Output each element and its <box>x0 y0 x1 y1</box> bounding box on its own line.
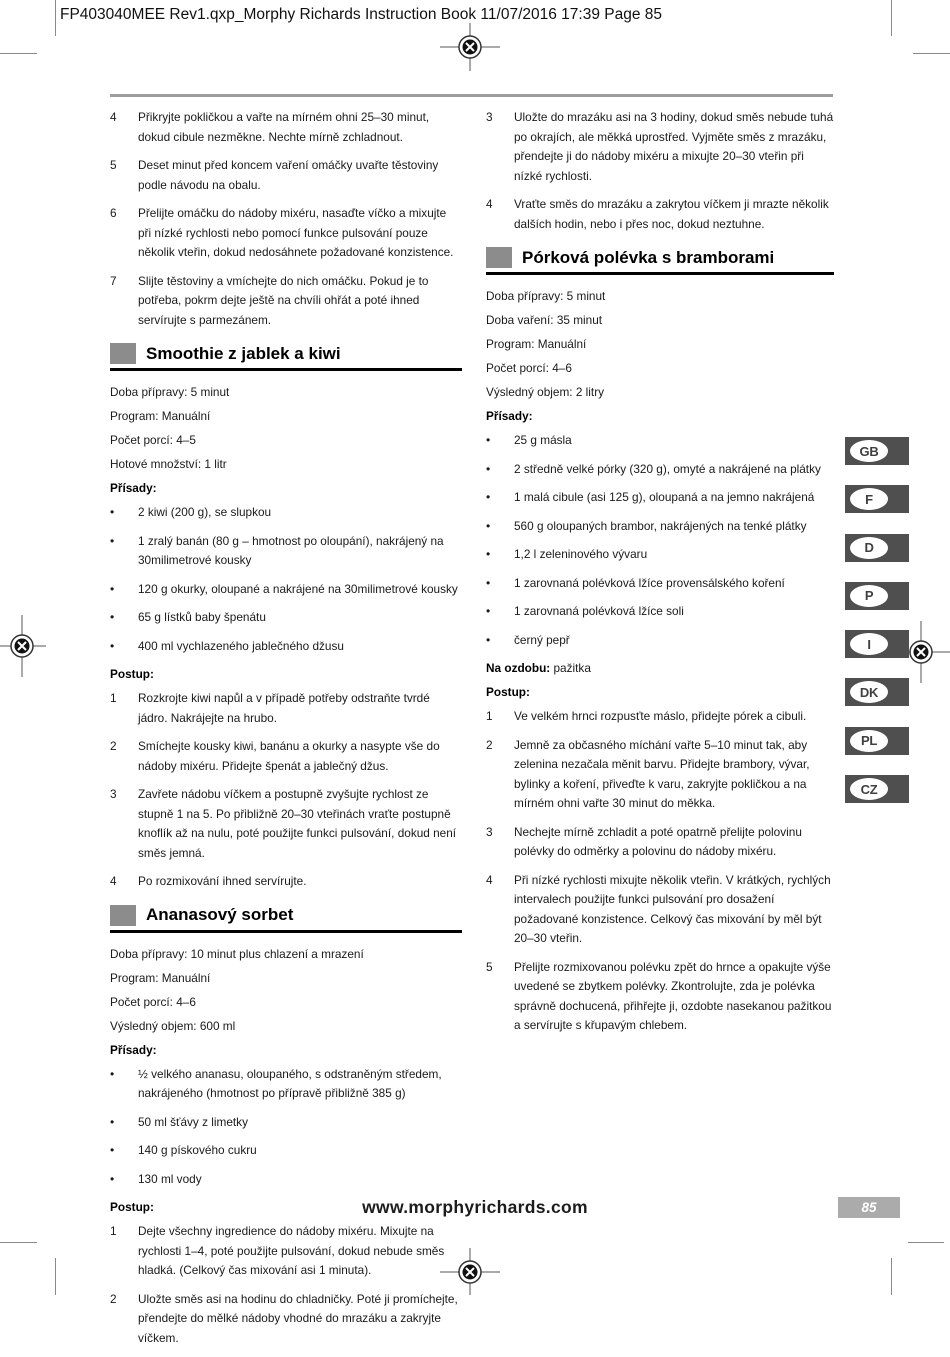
ingredient-item <box>110 1113 462 1133</box>
meta-line: Doba přípravy: 5 minut <box>110 385 230 399</box>
bullet-icon: • <box>486 518 491 533</box>
ingredient-item <box>486 631 834 651</box>
heading-square-icon <box>110 905 136 926</box>
step-number: 1 <box>486 709 493 723</box>
bullet-icon: • <box>110 610 115 624</box>
ingredients-list <box>110 1065 462 1190</box>
recipe-title: Ananasový sorbet <box>146 905 294 925</box>
step-text: Přelijte rozmixovanou polévku zpět do hrnce a opakujte výše uvedené se zbytkem polévky. Zkontrolujte, zda je polévka správně dochucená, přihřejte ji, ozdobte nasekanou pažitkou a servírujte s křupavým chlebem. <box>514 959 832 1032</box>
ingredient-text: černý pepř <box>514 632 570 647</box>
ingredient-item <box>110 503 462 523</box>
recipe-heading <box>110 343 462 371</box>
steps-list <box>110 689 462 892</box>
bullet-icon: • <box>110 1114 115 1129</box>
step-number: 1 <box>110 1224 117 1238</box>
step-number: 4 <box>486 872 493 887</box>
recipe-step <box>110 872 462 892</box>
ingredient-item <box>486 460 834 480</box>
recipe-step <box>486 195 834 234</box>
bullet-icon: • <box>486 461 491 476</box>
step-number: 5 <box>110 158 117 172</box>
ingredient-text: 1,2 l zeleninového vývaru <box>514 547 648 561</box>
bullet-icon: • <box>110 1171 115 1186</box>
ingredient-item <box>110 532 462 571</box>
language-tab-label: F <box>850 488 888 510</box>
step-number: 1 <box>110 691 117 705</box>
language-tab <box>845 678 909 706</box>
page-number-badge: 85 <box>838 1197 900 1218</box>
step-text: Rozkrojte kiwi napůl a v případě potřeby odstraňte tvrdé jádro. Nakrájejte na hrubo. <box>138 691 430 725</box>
step-text: Uložte směs asi na hodinu do chladničky. Poté ji promíchejte, přendejte do mělké nádoby vhodné do mrazáku a zakryjte víčkem. <box>138 1291 458 1345</box>
step-text: Přikryjte pokličkou a vařte na mírném ohni 25–30 minut, dokud cibule nezměkne. Nechte mírně zchladnout. <box>138 110 430 144</box>
ingredient-item <box>486 488 834 508</box>
ingredient-text: 1 zarovnaná polévková lžíce provensálského koření <box>514 575 785 590</box>
language-tab-label: CZ <box>850 778 888 800</box>
meta-line: Počet porcí: 4–6 <box>110 994 196 1009</box>
recipe-step <box>110 737 462 776</box>
ingredient-text: 25 g másla <box>514 433 572 447</box>
garnish-label: Na ozdobu: <box>486 661 551 675</box>
step-text: Přelijte omáčku do nádoby mixéru, nasaďte víčko a mixujte při nízké rychlosti nebo pomocí funkce pulsování pouze několik vteřin, dokud nedosáhnete požadované konzistence. <box>138 206 454 259</box>
language-tab <box>845 727 909 755</box>
recipe-heading <box>110 905 462 933</box>
ingredient-item <box>486 574 834 594</box>
header-rule <box>110 94 833 97</box>
language-tab <box>845 582 909 610</box>
recipe-step <box>486 958 834 1036</box>
recipe-step <box>110 785 462 863</box>
ingredient-text: 140 g pískového cukru <box>138 1143 257 1157</box>
crop-mark <box>0 1242 37 1243</box>
ingredient-item <box>110 637 462 657</box>
crop-mark <box>0 53 37 54</box>
ingredient-text: 1 zralý banán (80 g – hmotnost po oloupání), nakrájený na 30milimetrové kousky <box>138 533 444 567</box>
bullet-icon: • <box>486 575 491 590</box>
ingredients-list <box>110 503 462 656</box>
registration-mark-icon <box>440 23 500 71</box>
crop-mark <box>891 1258 892 1295</box>
ingredient-text: 130 ml vody <box>138 1171 202 1186</box>
recipe-step <box>110 1222 462 1281</box>
bullet-icon: • <box>110 581 115 596</box>
ingredient-item <box>486 602 834 622</box>
crop-mark <box>55 1258 56 1295</box>
print-header: FP403040MEE Rev1.qxp_Morphy Richards Instruction Book 11/07/2016 17:39 Page 85 <box>60 6 663 23</box>
step-text: Slijte těstoviny a vmíchejte do nich omáčku. Pokud je to potřeba, pokrm dejte ještě na chvíli ohřát a poté ihned servírujte s parmezánem. <box>138 273 429 327</box>
recipe-step <box>110 689 462 728</box>
meta-line: Počet porcí: 4–6 <box>486 361 572 375</box>
step-number: 4 <box>110 874 117 888</box>
ingredients-label: Přísady: <box>110 1042 157 1057</box>
meta-line: Doba přípravy: 5 minut <box>486 289 606 303</box>
recipe-meta <box>486 287 834 403</box>
footer-url: www.morphyrichards.com <box>362 1197 588 1217</box>
recipe-step <box>110 272 462 331</box>
recipe-heading <box>486 247 834 275</box>
recipe-title: Pórková polévka s bramborami <box>522 247 775 267</box>
step-text: Ve velkém hrnci rozpusťte máslo, přidejte pórek a cibuli. <box>514 709 807 723</box>
recipe-step <box>110 156 462 195</box>
meta-line: Hotové množství: 1 litr <box>110 457 227 471</box>
meta-line: Počet porcí: 4–5 <box>110 433 196 447</box>
ingredient-text: 1 zarovnaná polévková lžíce soli <box>514 604 684 618</box>
step-number: 4 <box>486 197 493 211</box>
ingredient-text: 400 ml vychlazeného jablečného džusu <box>138 638 344 653</box>
garnish-text: pažitka <box>553 661 591 675</box>
garnish-line <box>486 659 834 679</box>
recipe-step <box>110 204 462 263</box>
right-column <box>486 108 834 1045</box>
step-number: 7 <box>110 273 117 288</box>
ingredient-text: 2 kiwi (200 g), se slupkou <box>138 505 272 519</box>
language-sidebar <box>845 437 909 823</box>
crop-mark <box>891 0 892 36</box>
ingredient-item <box>486 517 834 537</box>
ingredient-item <box>110 1065 462 1104</box>
recipe-step <box>486 823 834 862</box>
language-tab-label: PL <box>850 730 888 752</box>
steps-label: Postup: <box>110 1200 154 1214</box>
ingredient-text: 560 g oloupaných brambor, nakrájených na tenké plátky <box>514 518 807 533</box>
meta-line: Doba vaření: 35 minut <box>486 313 603 327</box>
language-tab <box>845 485 909 513</box>
step-text: Smíchejte kousky kiwi, banánu a okurky a nasypte vše do nádoby mixéru. Přidejte špenát a jablečný džus. <box>138 739 440 773</box>
meta-line: Výsledný objem: 2 litry <box>486 385 605 399</box>
step-number: 2 <box>486 737 493 752</box>
step-number: 3 <box>110 787 117 801</box>
meta-line: Program: Manuální <box>110 970 211 985</box>
steps-list <box>486 707 834 1036</box>
step-number: 3 <box>486 824 493 839</box>
heading-square-icon <box>110 343 136 364</box>
crop-mark <box>908 1242 944 1243</box>
language-tab <box>845 437 909 465</box>
step-text: Dejte všechny ingredience do nádoby mixéru. Mixujte na rychlosti 1–4, poté použijte pulsování, dokud nebude směs hladká. (Celkový čas mixování asi 1 minuta). <box>138 1224 445 1277</box>
step-text: Při nízké rychlosti mixujte několik vteřin. V krátkých, rychlých intervalech použijte funkci pulsování pro dosažení požadované konzistence. Celkový čas mixování by měl být 20–30 vteřin. <box>514 872 831 945</box>
meta-line: Doba přípravy: 10 minut plus chlazení a mrazení <box>110 946 364 961</box>
bullet-icon: • <box>110 505 115 519</box>
step-text: Jemně za občasného míchání vařte 5–10 minut tak, aby zelenina nezačala měnit barvu. Přidejte brambory, vývar, bylinky a koření, přiveďte k varu, zakryjte pokličkou a na mírném ohni vařte 30 minut do měkka. <box>514 737 810 810</box>
step-number: 3 <box>486 110 493 124</box>
ingredient-item <box>110 1170 462 1190</box>
meta-line: Program: Manuální <box>486 337 587 351</box>
bullet-icon: • <box>110 638 115 653</box>
language-tab-label: P <box>850 585 888 607</box>
step-number: 4 <box>110 110 117 124</box>
ingredients-label: Přísady: <box>110 481 157 495</box>
step-text: Zavřete nádobu víčkem a postupně zvyšujte rychlost ze stupně 1 na 5. Po přibližně 20–30 vteřinách vraťte postupně knoflík až na nulu, poté použijte funkci pulsování, dokud není směs jemná. <box>138 787 457 860</box>
heading-square-icon <box>486 247 512 268</box>
bullet-icon: • <box>486 490 491 504</box>
step-number: 5 <box>486 959 493 974</box>
ingredient-item <box>110 1141 462 1161</box>
bullet-icon: • <box>110 533 115 548</box>
crop-mark <box>55 0 56 36</box>
steps-label: Postup: <box>110 667 154 681</box>
step-text: Vraťte směs do mrazáku a zakrytou víčkem ji mrazte několik dalších hodin, nebo i přes noc, dokud neztuhne. <box>514 197 829 231</box>
ingredient-text: ½ velkého ananasu, oloupaného, s odstraněným středem, nakrájeného (hmotnost po přípravě přibližně 385 g) <box>138 1066 442 1100</box>
bullet-icon: • <box>486 433 491 447</box>
recipe-title: Smoothie z jablek a kiwi <box>146 343 341 363</box>
ingredient-text: 65 g lístků baby špenátu <box>138 610 266 624</box>
ingredient-item <box>110 608 462 628</box>
continued-steps <box>110 108 462 330</box>
recipe-meta <box>110 383 462 475</box>
recipe-step <box>110 108 462 147</box>
ingredients-label: Přísady: <box>486 409 533 423</box>
language-tab <box>845 630 909 658</box>
bullet-icon: • <box>486 632 491 647</box>
continued-steps <box>486 108 834 234</box>
bullet-icon: • <box>486 604 491 618</box>
steps-label: Postup: <box>486 685 530 699</box>
recipe-step <box>486 736 834 814</box>
left-column <box>110 108 462 1357</box>
language-tab <box>845 775 909 803</box>
bullet-icon: • <box>110 1143 115 1157</box>
meta-line: Program: Manuální <box>110 409 211 423</box>
step-text: Deset minut před koncem vaření omáčky uvařte těstoviny podle návodu na obalu. <box>138 158 439 192</box>
ingredient-text: 1 malá cibule (asi 125 g), oloupaná a na jemno nakrájená <box>514 490 815 504</box>
step-text: Po rozmixování ihned servírujte. <box>138 874 307 888</box>
step-number: 2 <box>110 739 117 753</box>
language-tab <box>845 534 909 562</box>
steps-list <box>110 1222 462 1348</box>
ingredient-item <box>486 545 834 565</box>
language-tab-label: GB <box>850 440 888 462</box>
language-tab-label: DK <box>850 681 888 703</box>
meta-line: Výsledný objem: 600 ml <box>110 1018 236 1033</box>
ingredient-text: 120 g okurky, oloupané a nakrájené na 30milimetrové kousky <box>138 581 458 596</box>
bullet-icon: • <box>486 547 491 561</box>
recipe-step <box>486 707 834 727</box>
step-number: 6 <box>110 206 117 220</box>
step-text: Nechejte mírně zchladit a poté opatrně přelijte polovinu polévky do odměrky a polovinu do nádoby mixéru. <box>514 824 802 858</box>
step-text: Uložte do mrazáku asi na 3 hodiny, dokud směs nebude tuhá po okrajích, ale měkká uprostřed. Vyjměte směs z mrazáku, přendejte ji do nádoby mixéru a mixujte 20–30 vteřin při nízké rychlosti. <box>514 110 834 183</box>
ingredient-text: 50 ml šťávy z limetky <box>138 1114 248 1129</box>
recipe-step <box>110 1290 462 1349</box>
language-tab-label: D <box>850 537 888 559</box>
step-number: 2 <box>110 1291 117 1306</box>
recipe-step <box>486 108 834 186</box>
language-tab-label: I <box>850 633 888 655</box>
ingredient-item <box>486 431 834 451</box>
registration-mark-icon <box>0 615 46 677</box>
recipe-step <box>486 871 834 949</box>
recipe-meta <box>110 945 462 1037</box>
ingredient-item <box>110 580 462 600</box>
ingredient-text: 2 středně velké pórky (320 g), omyté a nakrájené na plátky <box>514 461 821 476</box>
bullet-icon: • <box>110 1066 115 1081</box>
ingredients-list <box>486 431 834 650</box>
crop-mark <box>913 53 950 54</box>
